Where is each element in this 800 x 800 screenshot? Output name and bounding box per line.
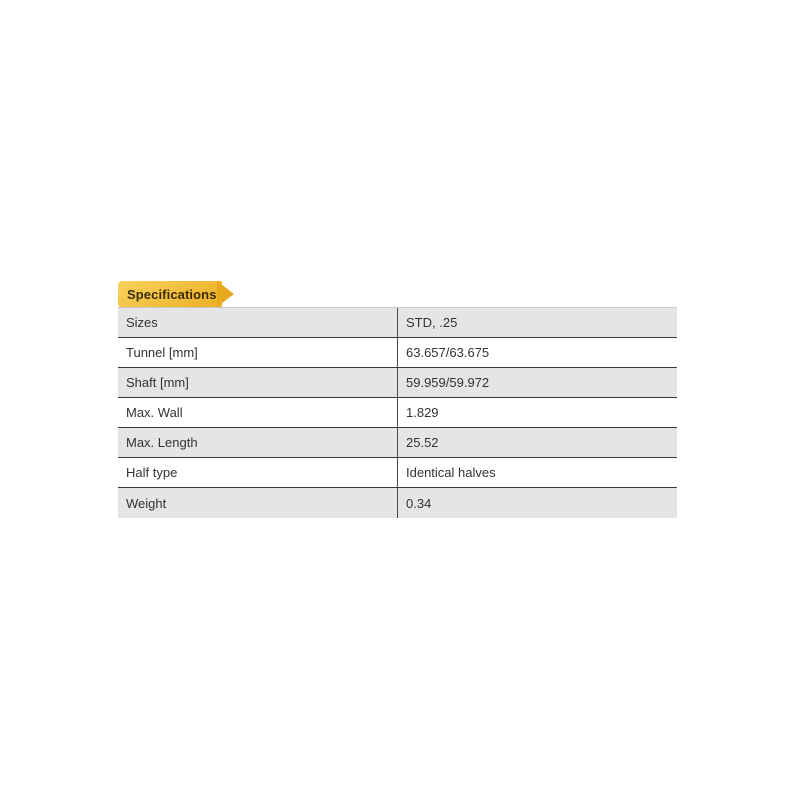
spec-label: Tunnel [mm] (118, 338, 398, 367)
spec-label: Max. Wall (118, 398, 398, 427)
specifications-title: Specifications (127, 286, 217, 302)
spec-value: 59.959/59.972 (406, 375, 490, 390)
spec-label: Sizes (118, 308, 398, 337)
spec-value: 1.829 (406, 405, 439, 420)
banner-arrow-icon (217, 281, 234, 307)
spec-label: Half type (118, 458, 398, 487)
table-row (118, 488, 677, 518)
table-row (118, 308, 677, 338)
table-row (118, 458, 677, 488)
specifications-panel (118, 281, 677, 518)
spec-value: 63.657/63.675 (406, 345, 490, 360)
spec-value: STD, .25 (406, 315, 458, 330)
spec-value: 0.34 (406, 495, 432, 511)
spec-label: Shaft [mm] (118, 368, 398, 397)
table-row (118, 338, 677, 368)
spec-label: Weight (118, 488, 398, 518)
specifications-banner (118, 281, 222, 307)
table-row (118, 368, 677, 398)
spec-value: 25.52 (406, 435, 439, 450)
table-row (118, 398, 677, 428)
spec-value: Identical halves (406, 465, 496, 480)
table-row (118, 428, 677, 458)
spec-label: Max. Length (118, 428, 398, 457)
specifications-table (118, 307, 677, 518)
